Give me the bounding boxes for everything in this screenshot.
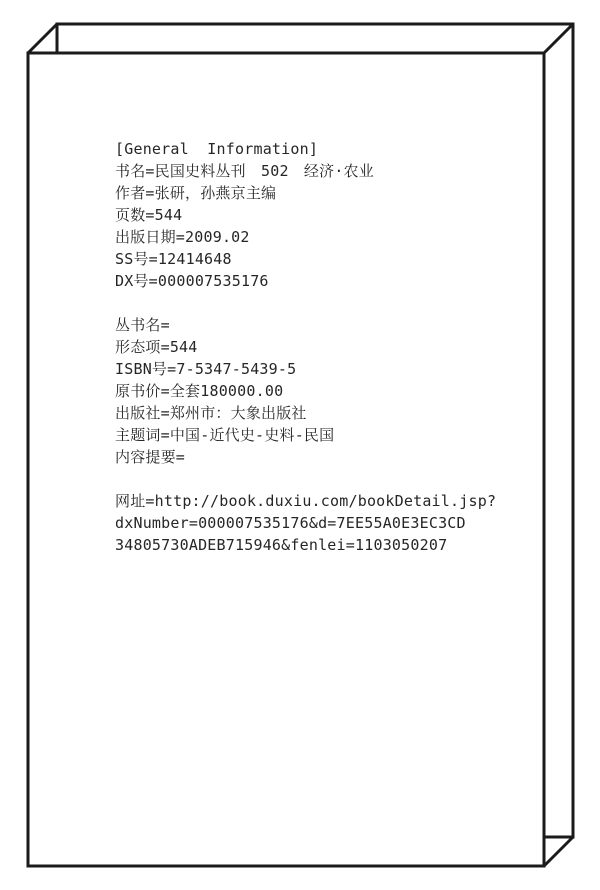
publisher-line: 出版社=郑州市：大象出版社 [115, 404, 307, 422]
subject-line: 主题词=中国-近代史-史料-民国 [115, 426, 335, 444]
general-information-block [115, 138, 525, 292]
url-line-2: dxNumber=000007535176&d=7EE55A0E3EC3CD [115, 514, 466, 532]
catalog-details-block [115, 314, 525, 468]
url-line-1: 网址=http://book.duxiu.com/bookDetail.jsp? [115, 492, 497, 510]
author-line: 作者=张研，孙燕京主编 [115, 184, 277, 202]
url-line-3: 34805730ADEB715946&fenlei=1103050207 [115, 536, 448, 554]
ss-number-line: SS号=12414648 [115, 250, 232, 268]
book-corner-edge-top-right [544, 24, 573, 53]
abstract-line: 内容提要= [115, 448, 186, 466]
dx-number-line: DX号=000007535176 [115, 272, 269, 290]
book-title-line: 书名=民国史料丛刊 502 经济·农业 [115, 162, 374, 180]
book-corner-edge-bottom-right [544, 837, 573, 866]
book-metadata-text [115, 138, 525, 556]
url-block [115, 490, 525, 556]
series-name-line: 丛书名= [115, 316, 170, 334]
publish-date-line: 出版日期=2009.02 [115, 228, 250, 246]
general-information-header: [General Information] [115, 140, 319, 158]
original-price-line: 原书价=全套180000.00 [115, 382, 284, 400]
book-corner-edge-top-left [28, 24, 57, 53]
page-count-line: 页数=544 [115, 206, 183, 224]
isbn-line: ISBN号=7-5347-5439-5 [115, 360, 297, 378]
format-line: 形态项=544 [115, 338, 198, 356]
